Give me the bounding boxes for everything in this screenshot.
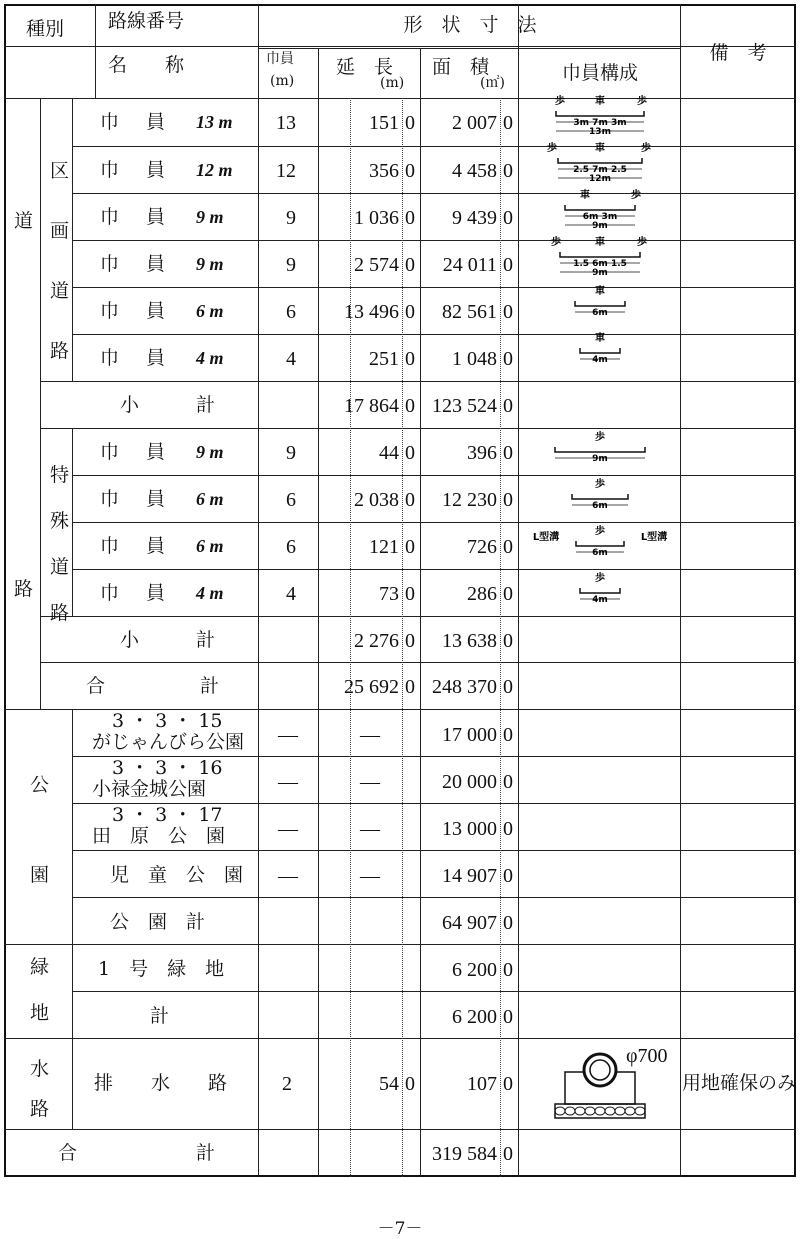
- row-width-label: 13 m: [196, 112, 233, 132]
- water-area-decimal: 0: [503, 1073, 513, 1095]
- header-width: 巾員: [266, 51, 294, 67]
- row-length: 121: [369, 536, 399, 558]
- row-length: 73: [379, 583, 399, 605]
- section-top-label: 車: [580, 190, 590, 201]
- section-top-label: 歩: [631, 190, 641, 201]
- green-name: 計: [150, 1005, 170, 1027]
- row-subtotal-label: 小: [120, 629, 140, 651]
- row-width-label: 9 m: [196, 442, 224, 462]
- row-area-decimal: 0: [503, 160, 513, 182]
- row-area: 286: [467, 583, 497, 605]
- dimension-label: 9m: [592, 268, 608, 278]
- park-area-decimal: 0: [503, 818, 513, 840]
- row-length-decimal: 0: [405, 395, 415, 417]
- dimension-label: 2.5 7m 2.5: [573, 165, 627, 175]
- row-area: 9 439: [452, 207, 497, 229]
- row-length-decimal: 0: [405, 112, 415, 134]
- park-number: 3 ・ 3 ・ 16: [112, 757, 223, 779]
- gravel-stone-icon: [565, 1107, 575, 1115]
- row-length: 25 692: [344, 676, 399, 698]
- park-area: 14 907: [442, 865, 497, 887]
- row-width-label: 6 m: [196, 301, 224, 321]
- row-length: 2 276: [354, 630, 399, 652]
- row-area-decimal: 0: [503, 112, 513, 134]
- row-area-decimal: 0: [503, 489, 513, 511]
- row-label: 巾: [100, 253, 120, 275]
- section-outline: [558, 158, 642, 163]
- water-name: 排 水 路: [94, 1072, 228, 1094]
- dimension-label: 4m: [592, 355, 608, 365]
- park-name: 公 園 計: [110, 911, 206, 933]
- row-length: 13 496: [344, 301, 399, 323]
- gravel-base: [555, 1104, 645, 1118]
- row-width-label: 6 m: [196, 536, 224, 556]
- section-outline: [580, 588, 620, 593]
- park-length: —: [360, 818, 380, 840]
- dimension-label: 4m: [592, 595, 608, 605]
- park-area: 13 000: [442, 818, 497, 840]
- park-name: 児 童 公 園: [110, 864, 244, 886]
- park-length: —: [360, 724, 380, 746]
- row-length-decimal: 0: [405, 301, 415, 323]
- park-number: 3 ・ 3 ・ 15: [112, 710, 223, 732]
- dimension-label: 9m: [592, 221, 608, 231]
- row-length: 1 036: [354, 207, 399, 229]
- row-width: 9: [286, 207, 296, 229]
- green-area: 6 200: [452, 1006, 497, 1028]
- row-label: 巾: [100, 206, 120, 228]
- park-name: がじゃんびら公園: [92, 731, 245, 753]
- row-total-label: 合: [86, 675, 106, 697]
- row-label: 員: [146, 111, 166, 133]
- group-road-lower: 路: [14, 578, 34, 600]
- section-top-label: 車: [595, 237, 605, 248]
- section-outline: [560, 252, 640, 257]
- header-route-number: 路線番号: [108, 10, 185, 32]
- row-width: 12: [276, 160, 296, 182]
- dimension-label: 13m: [589, 127, 611, 137]
- row-area: 13 638: [442, 630, 497, 652]
- dimension-label: 3m 7m 3m: [573, 118, 627, 128]
- row-width: 6: [286, 301, 296, 323]
- l-type-gutter-label: L型溝: [532, 532, 560, 543]
- group-tokushu-char: 路: [50, 602, 70, 624]
- row-area-decimal: 0: [503, 630, 513, 652]
- section-top-label: 歩: [551, 237, 561, 248]
- row-width-label: 4 m: [196, 348, 224, 368]
- grand-total-label: 計: [196, 1142, 216, 1164]
- section-top-label: 車: [595, 333, 605, 344]
- row-area-decimal: 0: [503, 301, 513, 323]
- row-length-decimal: 0: [405, 489, 415, 511]
- section-top-label: 歩: [595, 432, 605, 443]
- section-outline: [556, 111, 644, 116]
- gravel-stone-icon: [625, 1107, 635, 1115]
- group-water-char: 水: [30, 1058, 50, 1080]
- group-tokushu-char: 殊: [50, 510, 70, 532]
- water-area: 107: [467, 1073, 497, 1095]
- row-width-label: 9 m: [196, 254, 224, 274]
- row-area: 726: [467, 536, 497, 558]
- row-width-label: 6 m: [196, 489, 224, 509]
- row-label: 巾: [100, 111, 120, 133]
- section-top-label: 歩: [547, 143, 557, 154]
- gravel-stone-icon: [635, 1107, 645, 1115]
- row-label: 員: [146, 159, 166, 181]
- park-length: —: [360, 865, 380, 887]
- green-name: 1 号 緑 地: [98, 958, 225, 980]
- row-length: 2 574: [354, 254, 399, 276]
- row-label: 員: [146, 347, 166, 369]
- section-outline: [576, 541, 624, 546]
- green-area-decimal: 0: [503, 1006, 513, 1028]
- section-top-label: 歩: [595, 573, 605, 584]
- water-length: 54: [379, 1073, 399, 1095]
- section-top-label: 歩: [595, 479, 605, 490]
- row-area-decimal: 0: [503, 348, 513, 370]
- row-length-decimal: 0: [405, 207, 415, 229]
- section-top-label: 車: [595, 286, 605, 297]
- section-outline: [580, 348, 620, 353]
- row-width: 13: [276, 112, 296, 134]
- row-label: 巾: [100, 488, 120, 510]
- row-length-decimal: 0: [405, 442, 415, 464]
- section-outline: [555, 447, 645, 452]
- row-area: 4 458: [452, 160, 497, 182]
- gravel-stone-icon: [575, 1107, 585, 1115]
- row-area: 123 524: [432, 395, 497, 417]
- row-label: 員: [146, 488, 166, 510]
- park-width: —: [278, 771, 298, 793]
- group-park-char: 公: [30, 774, 50, 796]
- row-label: 巾: [100, 535, 120, 557]
- header-width-composition: 巾員構成: [561, 62, 638, 84]
- row-area-decimal: 0: [503, 254, 513, 276]
- dimension-label: 9m: [592, 454, 608, 464]
- row-area: 248 370: [432, 676, 497, 698]
- row-label: 巾: [100, 159, 120, 181]
- section-top-label: 歩: [637, 96, 647, 107]
- row-label: 員: [146, 300, 166, 322]
- park-length: —: [360, 771, 380, 793]
- row-area: 1 048: [452, 348, 497, 370]
- row-width: 6: [286, 536, 296, 558]
- row-width-label: 4 m: [196, 583, 224, 603]
- gravel-stone-icon: [605, 1107, 615, 1115]
- green-area-decimal: 0: [503, 959, 513, 981]
- header-name: 名 称: [108, 54, 185, 76]
- row-total-label: 計: [200, 675, 220, 697]
- row-area: 12 230: [442, 489, 497, 511]
- section-top-label: 車: [595, 143, 605, 154]
- row-width: 4: [286, 583, 296, 605]
- group-kukaku-char: 画: [50, 220, 70, 242]
- water-remark: 用地確保のみ: [682, 1072, 797, 1094]
- park-number: 3 ・ 3 ・ 17: [112, 804, 223, 826]
- dimension-label: 12m: [589, 174, 611, 184]
- park-area-decimal: 0: [503, 724, 513, 746]
- row-area: 24 011: [442, 254, 497, 276]
- header-shape-dimensions: 形 状 寸 法: [403, 14, 537, 36]
- dimension-label: 6m: [592, 308, 608, 318]
- group-kukaku-char: 路: [50, 340, 70, 362]
- row-subtotal-label: 小: [120, 394, 140, 416]
- group-green-char: 地: [30, 1002, 50, 1024]
- group-kukaku-char: 道: [50, 280, 70, 302]
- park-area-decimal: 0: [503, 865, 513, 887]
- row-area: 396: [467, 442, 497, 464]
- row-area: 82 561: [442, 301, 497, 323]
- park-area: 20 000: [442, 771, 497, 793]
- row-area-decimal: 0: [503, 583, 513, 605]
- row-area-decimal: 0: [503, 536, 513, 558]
- green-area: 6 200: [452, 959, 497, 981]
- grand-total-label: 合: [58, 1142, 78, 1164]
- header-length-unit: (m): [380, 75, 405, 91]
- page-number: －7－: [377, 1219, 423, 1239]
- row-length-decimal: 0: [405, 254, 415, 276]
- row-label: 巾: [100, 582, 120, 604]
- row-area-decimal: 0: [503, 676, 513, 698]
- grand-total-area-decimal: 0: [503, 1143, 513, 1165]
- row-area-decimal: 0: [503, 207, 513, 229]
- row-area-decimal: 0: [503, 442, 513, 464]
- row-subtotal-label: 計: [196, 629, 216, 651]
- row-label: 巾: [100, 347, 120, 369]
- header-area-unit: (㎡): [480, 75, 505, 91]
- row-length-decimal: 0: [405, 630, 415, 652]
- dimension-label: 6m: [592, 501, 608, 511]
- row-length-decimal: 0: [405, 160, 415, 182]
- row-label: 員: [146, 441, 166, 463]
- row-length: 2 038: [354, 489, 399, 511]
- row-length-decimal: 0: [405, 583, 415, 605]
- row-length: 356: [369, 160, 399, 182]
- group-park-char: 園: [30, 864, 50, 886]
- row-label: 巾: [100, 441, 120, 463]
- l-type-gutter-label: L型溝: [640, 532, 668, 543]
- row-width: 6: [286, 489, 296, 511]
- park-area-decimal: 0: [503, 912, 513, 934]
- row-subtotal-label: 計: [196, 394, 216, 416]
- park-width: —: [278, 865, 298, 887]
- park-name: 田 原 公 園: [92, 825, 226, 847]
- group-tokushu-char: 特: [50, 464, 70, 486]
- group-kukaku-char: 区: [50, 160, 70, 182]
- row-label: 員: [146, 535, 166, 557]
- row-length: 44: [379, 442, 399, 464]
- row-area: 2 007: [452, 112, 497, 134]
- row-width: 4: [286, 348, 296, 370]
- group-road: 道: [14, 210, 34, 232]
- park-area: 17 000: [442, 724, 497, 746]
- row-length-decimal: 0: [405, 348, 415, 370]
- header-area: 面 積: [432, 56, 490, 78]
- pipe-inner-icon: [590, 1060, 610, 1080]
- row-label: 巾: [100, 300, 120, 322]
- section-outline: [575, 301, 625, 306]
- row-area-decimal: 0: [503, 395, 513, 417]
- park-width: —: [278, 818, 298, 840]
- section-top-label: 歩: [641, 143, 651, 154]
- grand-total-area: 319 584: [432, 1143, 497, 1165]
- section-top-label: 車: [595, 96, 605, 107]
- water-length-decimal: 0: [405, 1073, 415, 1095]
- park-area: 64 907: [442, 912, 497, 934]
- header-type: 種別: [26, 18, 65, 40]
- dimension-label: 1.5 6m 1.5: [573, 259, 627, 269]
- gravel-stone-icon: [595, 1107, 605, 1115]
- group-water-char: 路: [30, 1098, 50, 1120]
- group-green-char: 緑: [30, 956, 50, 978]
- row-label: 員: [146, 206, 166, 228]
- row-label: 員: [146, 582, 166, 604]
- section-outline: [572, 494, 628, 499]
- gravel-stone-icon: [585, 1107, 595, 1115]
- park-area-decimal: 0: [503, 771, 513, 793]
- row-label: 員: [146, 253, 166, 275]
- section-outline: [565, 205, 635, 210]
- section-top-label: 歩: [555, 96, 565, 107]
- dimension-label: 6m 3m: [582, 212, 618, 222]
- pipe-diameter: φ700: [626, 1045, 668, 1067]
- water-width: 2: [282, 1073, 292, 1095]
- row-width-label: 12 m: [196, 160, 233, 180]
- row-width: 9: [286, 254, 296, 276]
- gravel-stone-icon: [615, 1107, 625, 1115]
- row-length: 151: [369, 112, 399, 134]
- row-length: 17 864: [344, 395, 399, 417]
- row-length-decimal: 0: [405, 676, 415, 698]
- header-length: 延 長: [336, 56, 394, 78]
- park-width: —: [278, 724, 298, 746]
- row-width: 9: [286, 442, 296, 464]
- row-length: 251: [369, 348, 399, 370]
- row-length-decimal: 0: [405, 536, 415, 558]
- section-top-label: 歩: [637, 237, 647, 248]
- header-width-unit: (m): [270, 73, 295, 89]
- section-top-label: 歩: [595, 526, 605, 537]
- dimension-label: 6m: [592, 548, 608, 558]
- header-remarks: 備 考: [709, 42, 767, 64]
- group-tokushu-char: 道: [50, 556, 70, 578]
- park-name: 小禄金城公園: [92, 778, 207, 800]
- gravel-stone-icon: [555, 1107, 565, 1115]
- row-width-label: 9 m: [196, 207, 224, 227]
